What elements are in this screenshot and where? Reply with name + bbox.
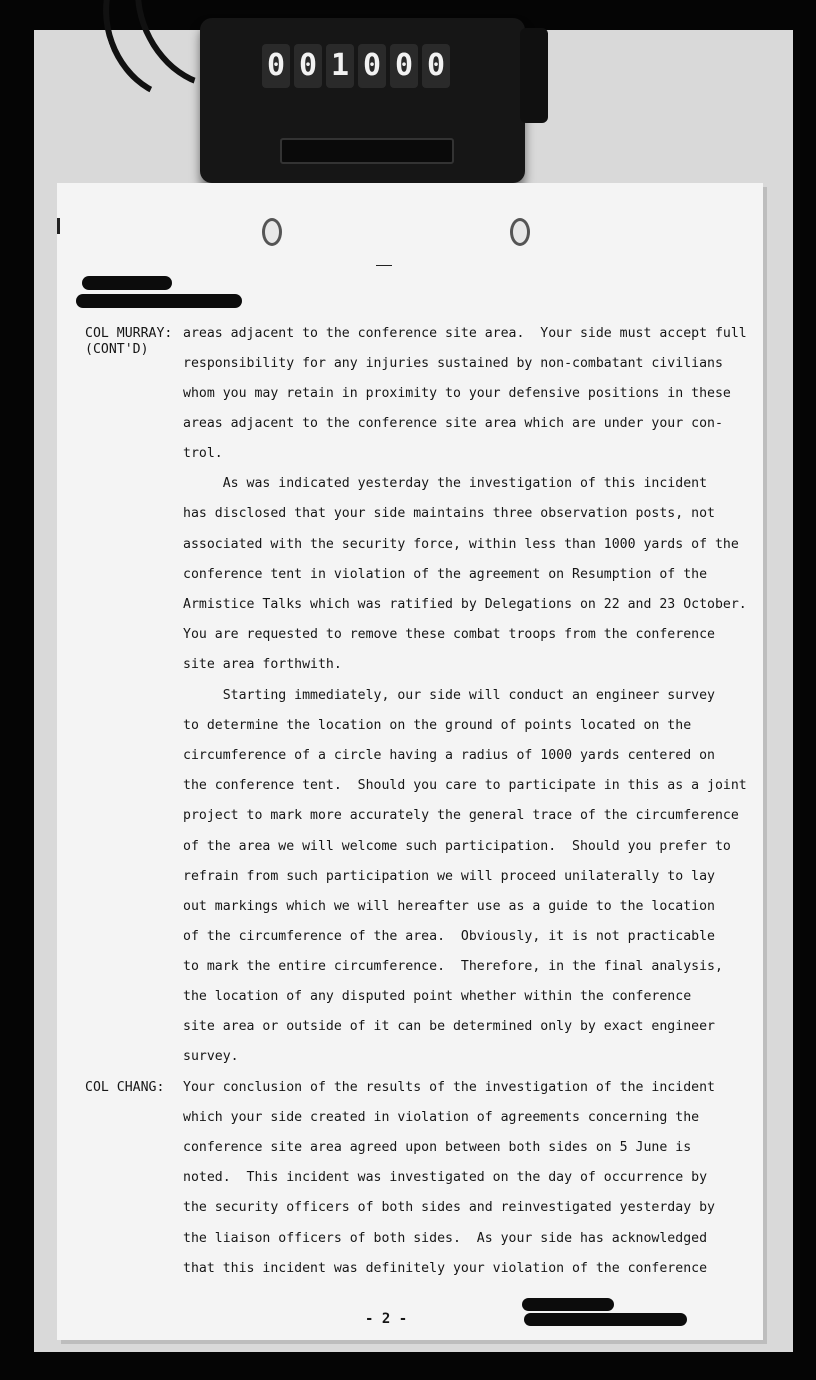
text-line: which your side created in violation of agreements concerning the (183, 1110, 700, 1125)
text-line: circumference of a circle having a radius of 1000 yards centered on (183, 748, 715, 763)
text-line: noted. This incident was investigated on the day of occurrence by (183, 1170, 708, 1185)
text-line: associated with the security force, within less than 1000 yards of the (183, 537, 739, 552)
text-line: conference tent in violation of the agreement on Resumption of the (183, 567, 708, 582)
text-line: Armistice Talks which was ratified by Delegations on 22 and 23 October. (183, 597, 747, 612)
counter-digit: 0 (422, 44, 450, 88)
counter-digit: 0 (294, 44, 322, 88)
speaker-label: COL MURRAY: (85, 326, 173, 341)
counter-digit: 0 (358, 44, 386, 88)
text-line: site area forthwith. (183, 657, 342, 672)
text-line: the security officers of both sides and reinvestigated yesterday by (183, 1200, 715, 1215)
text-line: whom you may retain in proximity to your defensive positions in these (183, 386, 731, 401)
text-line: to determine the location on the ground of points located on the (183, 718, 692, 733)
text-line: Your conclusion of the results of the investigation of the incident (183, 1080, 715, 1095)
text-line: refrain from such participation we will proceed unilaterally to lay (183, 869, 715, 884)
text-line: the liaison officers of both sides. As your side has acknowledged (183, 1231, 708, 1246)
text-line: of the area we will welcome such participation. Should you prefer to (183, 839, 731, 854)
text-line: the conference tent. Should you care to participate in this as a joint (183, 778, 747, 793)
speaker-label-continued: (CONT'D) (85, 342, 149, 357)
page-number: - 2 - (365, 1311, 408, 1327)
counter-digit: 0 (390, 44, 418, 88)
counter-digit: 0 (262, 44, 290, 88)
text-line: responsibility for any injuries sustained by non-combatant civilians (183, 356, 723, 371)
text-line: You are requested to remove these combat troops from the conference (183, 627, 715, 642)
text-line: Starting immediately, our side will conduct an engineer survey (183, 688, 715, 703)
text-line: As was indicated yesterday the investigation of this incident (183, 476, 708, 491)
speaker-label: COL CHANG: (85, 1080, 165, 1095)
text-line: to mark the entire circumference. Therefore, in the final analysis, (183, 959, 723, 974)
text-line: of the circumference of the area. Obviously, it is not practicable (183, 929, 715, 944)
text-line: out markings which we will hereafter use as a guide to the location (183, 899, 715, 914)
text-line: the location of any disputed point whether within the conference (183, 989, 692, 1004)
text-line: areas adjacent to the conference site area which are under your con- (183, 416, 723, 431)
text-line: trol. (183, 446, 223, 461)
text-line: site area or outside of it can be determined only by exact engineer (183, 1019, 715, 1034)
text-line: conference site area agreed upon between both sides on 5 June is (183, 1140, 692, 1155)
text-line: has disclosed that your side maintains three observation posts, not (183, 506, 715, 521)
text-line: that this incident was definitely your violation of the conference (183, 1261, 708, 1276)
text-line: survey. (183, 1049, 239, 1064)
counter-digit: 1 (326, 44, 354, 88)
text-line: areas adjacent to the conference site area. Your side must accept full (183, 326, 747, 341)
text-line: project to mark more accurately the general trace of the circumference (183, 808, 739, 823)
